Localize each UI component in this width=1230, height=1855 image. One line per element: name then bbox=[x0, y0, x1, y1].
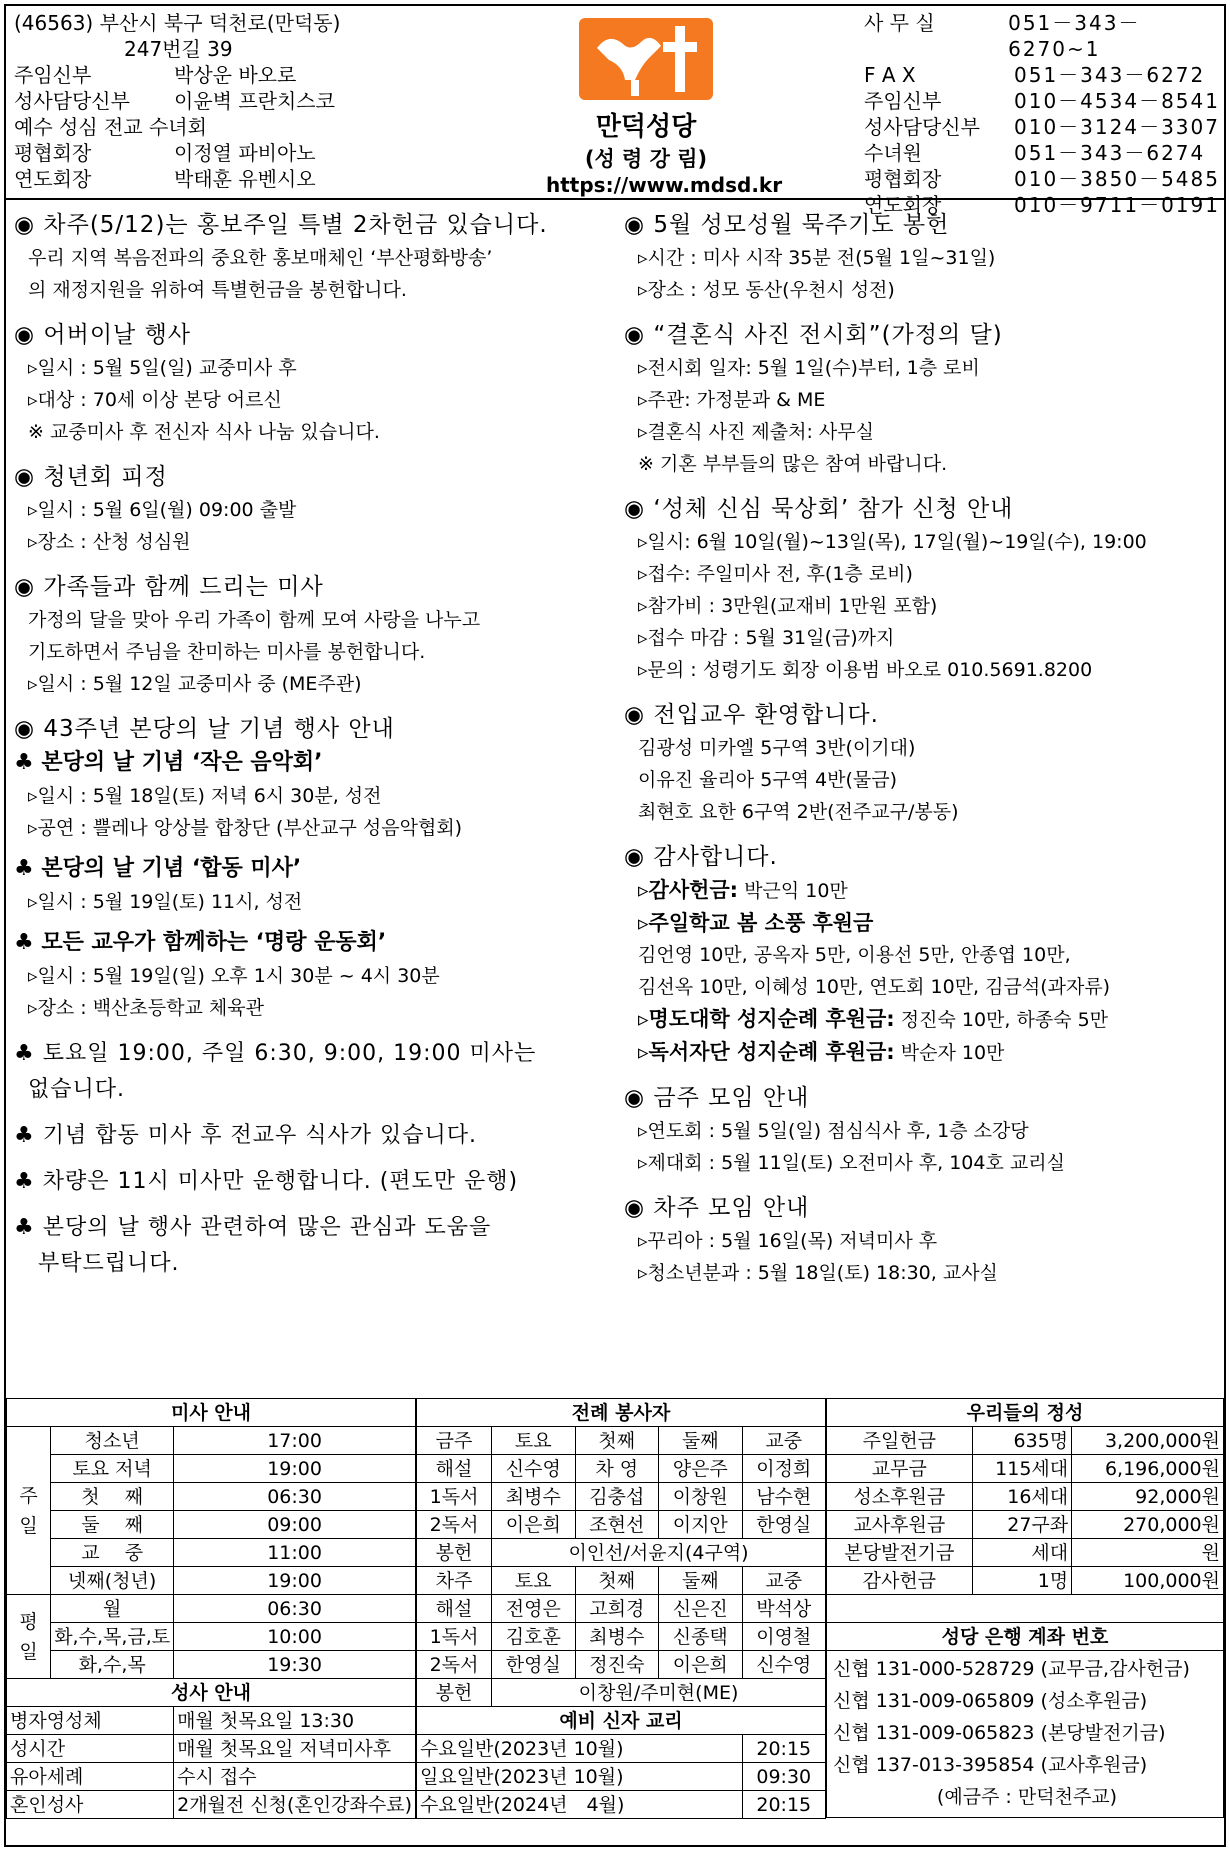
notice-title: ◉ 가족들과 함께 드리는 미사 bbox=[14, 574, 324, 600]
contact-label: 성사담당신부 bbox=[864, 115, 980, 139]
name-cell: 이지안 bbox=[659, 1511, 742, 1539]
table-row bbox=[417, 1567, 826, 1595]
mass-schedule-table bbox=[6, 1398, 416, 1819]
contact-label: 주임신부 bbox=[864, 89, 942, 113]
role-cell: 2독서 bbox=[417, 1511, 492, 1539]
notice-title: ◉ 43주년 본당의 날 기념 행사 안내 bbox=[14, 716, 395, 742]
notice-text: ▹대상 : 70세 이상 본당 어르신 bbox=[28, 389, 282, 411]
anniversary-event-title: ♣ 본당의 날 기념 ‘합동 미사’ bbox=[14, 856, 302, 881]
notice-anniversary bbox=[14, 712, 624, 1282]
offering-count: 1명 bbox=[972, 1567, 1071, 1595]
name-cell: 신은진 bbox=[659, 1595, 742, 1623]
table-row bbox=[827, 1455, 1224, 1483]
name-cell: 고희경 bbox=[575, 1595, 658, 1623]
name-cell: 정진숙 bbox=[575, 1651, 658, 1679]
name-cell: 한영실 bbox=[742, 1511, 826, 1539]
table-row bbox=[7, 1455, 416, 1483]
contact-label: 평협회장 bbox=[864, 167, 942, 191]
name-cell: 신수영 bbox=[492, 1455, 575, 1483]
anniversary-event-title: ♣ 모든 교우가 함께하는 ‘명랑 운동회’ bbox=[14, 930, 387, 955]
bulletin-page bbox=[4, 4, 1226, 1847]
table-row bbox=[827, 1567, 1224, 1595]
table-row bbox=[417, 1623, 826, 1651]
staff-name: 이정열 파비아노 bbox=[174, 141, 316, 165]
contact-value: 010－9711－0191 bbox=[1014, 193, 1220, 217]
table-row bbox=[417, 1735, 826, 1763]
sacrament-info: 매월 첫목요일 13:30 bbox=[174, 1707, 416, 1735]
staff-name: 이윤벽 프란치스코 bbox=[174, 89, 335, 113]
role-cell: 해설 bbox=[417, 1455, 492, 1483]
notice-text: 가정의 달을 맞아 우리 가족이 함께 모여 사랑을 나누고 bbox=[28, 609, 481, 631]
mass-slot: 월 bbox=[51, 1595, 174, 1623]
offering-amount: 원 bbox=[1072, 1539, 1224, 1567]
table-header: 교중 bbox=[742, 1567, 826, 1595]
contact-value: 051－343－6274 bbox=[1014, 141, 1206, 165]
table-row bbox=[7, 1511, 416, 1539]
table-row bbox=[417, 1595, 826, 1623]
name-cell: 박석상 bbox=[742, 1595, 826, 1623]
table-header: 교중 bbox=[742, 1427, 826, 1455]
table-row bbox=[827, 1595, 1224, 1623]
table-row bbox=[827, 1539, 1224, 1567]
mass-time: 11:00 bbox=[174, 1539, 416, 1567]
table-row bbox=[417, 1511, 826, 1539]
offering-type: 교사후원금 bbox=[827, 1511, 973, 1539]
notice-title: ◉ 전입교우 환영합니다. bbox=[624, 702, 879, 728]
thanks-value: 박근익 10만 bbox=[738, 880, 848, 902]
sacrament-name: 유아세례 bbox=[7, 1763, 174, 1791]
staff-role: 평협회장 bbox=[14, 141, 92, 165]
bank-account: 신협 131-000-528729 (교무금,감사헌금) bbox=[833, 1658, 1190, 1680]
notice-title: ◉ 청년회 피정 bbox=[14, 464, 168, 490]
contact-value: 010－3850－5485 bbox=[1014, 167, 1220, 191]
anniversary-note: ♣ 차량은 11시 미사만 운행합니다. (편도만 운행) bbox=[14, 1169, 519, 1194]
name-cell: 이은희 bbox=[659, 1651, 742, 1679]
table-row bbox=[7, 1567, 416, 1595]
parish-subtitle: (성 령 강 림) bbox=[584, 147, 708, 171]
notice-text: ※ 교중미사 후 전신자 식사 나눔 있습니다. bbox=[28, 421, 380, 443]
notice-title: ◉ 차주 모임 안내 bbox=[624, 1195, 810, 1221]
sacrament-info: 매월 첫목요일 저녁미사후 bbox=[174, 1735, 416, 1763]
table-row bbox=[417, 1651, 826, 1679]
anniversary-note: 부탁드립니다. bbox=[38, 1251, 180, 1276]
contact-value: 010－3124－3307 bbox=[1014, 115, 1220, 139]
class-time: 09:30 bbox=[742, 1763, 826, 1791]
notice-text: 우리 지역 복음전파의 중요한 홍보매체인 ‘부산평화방송’ bbox=[28, 247, 493, 269]
contact-value: 010－4534－8541 bbox=[1014, 89, 1220, 113]
notice-text: 김광성 미카엘 5구역 3반(이기대) bbox=[638, 737, 916, 759]
anniversary-note: ♣ 본당의 날 행사 관련하여 많은 관심과 도움을 bbox=[14, 1215, 492, 1240]
notice-text: ▹장소 : 백산초등학교 체육관 bbox=[28, 997, 264, 1019]
notice-text: 김선옥 10만, 이혜성 10만, 연도회 10만, 김금석(과자류) bbox=[638, 976, 1111, 998]
staff-role: 성사담당신부 bbox=[14, 89, 130, 113]
staff-name: 박태훈 유벤시오 bbox=[174, 167, 316, 191]
contact-label: 사 무 실 bbox=[864, 11, 935, 35]
offering-amount: 6,196,000원 bbox=[1072, 1455, 1224, 1483]
role-cell: 1독서 bbox=[417, 1623, 492, 1651]
mass-time: 19:00 bbox=[174, 1567, 416, 1595]
notice-text: ▹제대회 : 5월 11일(토) 오전미사 후, 104호 교리실 bbox=[638, 1152, 1065, 1174]
notice-text: ▹일시 : 5월 19일(일) 오후 1시 30분 ~ 4시 30분 bbox=[28, 965, 440, 987]
notice-text: 기도하면서 주님을 찬미하는 미사를 봉헌합니다. bbox=[28, 641, 426, 663]
notice-family-mass bbox=[14, 570, 624, 700]
sacrament-name: 혼인성사 bbox=[7, 1791, 174, 1819]
mass-slot: 넷째(청년) bbox=[51, 1567, 174, 1595]
notice-text: 김언영 10만, 공옥자 5만, 이용선 5만, 안종엽 10만, bbox=[638, 944, 1071, 966]
sacrament-name: 병자영성체 bbox=[7, 1707, 174, 1735]
staff-role: 연도회장 bbox=[14, 167, 92, 191]
name-cell: 최병수 bbox=[575, 1623, 658, 1651]
thanks-label: ▹감사헌금: bbox=[638, 878, 739, 902]
offering-table bbox=[826, 1398, 1224, 1818]
name-cell: 차 영 bbox=[575, 1455, 658, 1483]
bank-accounts-cell bbox=[827, 1651, 1224, 1818]
notice-text: ▹참가비 : 3만원(교재비 1만원 포함) bbox=[638, 595, 938, 617]
name-cell: 남수현 bbox=[742, 1483, 826, 1511]
notice-next-week-meetings bbox=[624, 1191, 1224, 1289]
table-row bbox=[7, 1539, 416, 1567]
mass-slot: 첫 째 bbox=[51, 1483, 174, 1511]
notice-title: ◉ ‘성체 신심 묵상회’ 참가 신청 안내 bbox=[624, 496, 1014, 522]
table-header: 첫째 bbox=[575, 1567, 658, 1595]
contact-value: 051－343－6270~1 bbox=[1008, 11, 1141, 61]
class-name: 수요일반(2024년 4월) bbox=[417, 1791, 743, 1819]
table-header: 첫째 bbox=[575, 1427, 658, 1455]
offering-count: 27구좌 bbox=[972, 1511, 1071, 1539]
table-row bbox=[417, 1679, 826, 1707]
notice-text: ▹청소년분과 : 5월 18일(토) 18:30, 교사실 bbox=[638, 1262, 998, 1284]
thanks-label: ▹명도대학 성지순례 후원금: bbox=[638, 1007, 895, 1031]
table-row bbox=[7, 1595, 416, 1623]
role-cell: 봉헌 bbox=[417, 1539, 492, 1567]
sacrament-name: 성시간 bbox=[7, 1735, 174, 1763]
notice-text: ▹결혼식 사진 제출처: 사무실 bbox=[638, 421, 874, 443]
name-cell: 이정희 bbox=[742, 1455, 826, 1483]
notice-title: ◉ “결혼식 사진 전시회”(가정의 달) bbox=[624, 322, 1003, 348]
liturgy-volunteers-table bbox=[416, 1398, 826, 1819]
table-header: 차주 bbox=[417, 1567, 492, 1595]
anniversary-event-title: ♣ 본당의 날 기념 ‘작은 음악회’ bbox=[14, 750, 323, 775]
dove-cross-logo-icon bbox=[579, 18, 713, 100]
name-cell: 김충섭 bbox=[575, 1483, 658, 1511]
notice-text: ▹일시: 6월 10일(월)~13일(목), 17일(월)~19일(수), 19:00 bbox=[638, 531, 1147, 553]
sacrament-info: 2개월전 신청(혼인강좌수료) bbox=[174, 1791, 416, 1819]
role-cell: 봉헌 bbox=[417, 1679, 492, 1707]
header-contacts bbox=[864, 10, 1224, 218]
table-title: 전례 봉사자 bbox=[417, 1399, 826, 1427]
mass-time: 10:00 bbox=[174, 1623, 416, 1651]
notice-text: ▹연도회 : 5월 5일(일) 점심식사 후, 1층 소강당 bbox=[638, 1120, 1029, 1142]
table-row bbox=[417, 1791, 826, 1819]
offering-type: 주일헌금 bbox=[827, 1427, 973, 1455]
thanks-label: ▹주일학교 봄 소풍 후원금 bbox=[638, 911, 874, 935]
role-cell: 1독서 bbox=[417, 1483, 492, 1511]
notice-title: ◉ 차주(5/12)는 홍보주일 특별 2차헌금 있습니다. bbox=[14, 212, 548, 238]
notice-new-members bbox=[624, 698, 1224, 828]
mass-slot: 화,수,목 bbox=[51, 1651, 174, 1679]
thanks-value: 박순자 10만 bbox=[894, 1042, 1005, 1064]
name-cell: 최병수 bbox=[492, 1483, 575, 1511]
table-row bbox=[7, 1483, 416, 1511]
offering-type: 교무금 bbox=[827, 1455, 973, 1483]
table-header: 토요 bbox=[492, 1567, 575, 1595]
right-column bbox=[624, 202, 1224, 1295]
mass-slot: 둘 째 bbox=[51, 1511, 174, 1539]
table-title: 미사 안내 bbox=[7, 1399, 416, 1427]
name-cell: 이창원/주미현(ME) bbox=[492, 1679, 826, 1707]
offering-type: 본당발전기금 bbox=[827, 1539, 973, 1567]
mass-time: 17:00 bbox=[174, 1427, 416, 1455]
sunday-label: 주 bbox=[19, 1484, 38, 1507]
contact-label: F A X bbox=[864, 63, 916, 87]
bank-account: 신협 131-009-065823 (본당발전기금) bbox=[833, 1722, 1166, 1744]
empty-cell bbox=[827, 1595, 1224, 1623]
anniversary-note: 없습니다. bbox=[28, 1077, 126, 1102]
notice-text: 최현호 요한 6구역 2반(전주교구/봉동) bbox=[638, 801, 959, 823]
name-cell: 양은주 bbox=[659, 1455, 742, 1483]
table-title: 우리들의 정성 bbox=[827, 1399, 1224, 1427]
offering-type: 성소후원금 bbox=[827, 1483, 973, 1511]
notice-text: ▹문의 : 성령기도 회장 이용범 바오로 010.5691.8200 bbox=[638, 659, 1093, 681]
thanks-label: ▹독서자단 성지순례 후원금: bbox=[638, 1040, 895, 1064]
notice-parents-day bbox=[14, 318, 624, 448]
table-row bbox=[417, 1483, 826, 1511]
name-cell: 이창원 bbox=[659, 1483, 742, 1511]
offering-amount: 92,000원 bbox=[1072, 1483, 1224, 1511]
sunday-label: 일 bbox=[19, 1514, 38, 1537]
notice-text: ▹일시 : 5월 6일(월) 09:00 출발 bbox=[28, 499, 297, 521]
mass-slot: 화,수,목,금,토 bbox=[51, 1623, 174, 1651]
table-row bbox=[7, 1427, 416, 1455]
table-header: 토요 bbox=[492, 1427, 575, 1455]
thanks-value: 정진숙 10만, 하종숙 5만 bbox=[894, 1009, 1109, 1031]
anniversary-note: ♣ 기념 합동 미사 후 전교우 식사가 있습니다. bbox=[14, 1123, 477, 1148]
class-name: 수요일반(2023년 10월) bbox=[417, 1735, 743, 1763]
table-title: 성당 은행 계좌 번호 bbox=[827, 1623, 1224, 1651]
class-time: 20:15 bbox=[742, 1735, 826, 1763]
notice-text: ▹일시 : 5월 5일(일) 교중미사 후 bbox=[28, 357, 297, 379]
notice-text: ▹장소 : 산청 성심원 bbox=[28, 531, 191, 553]
bank-account: 신협 131-009-065809 (성소후원금) bbox=[833, 1690, 1148, 1712]
offering-count: 635명 bbox=[972, 1427, 1071, 1455]
header bbox=[6, 6, 1224, 217]
notice-title: ◉ 금주 모임 안내 bbox=[624, 1085, 810, 1111]
notice-rosary bbox=[624, 208, 1224, 306]
table-title: 성사 안내 bbox=[7, 1679, 416, 1707]
name-cell: 김호훈 bbox=[492, 1623, 575, 1651]
table-header: 금주 bbox=[417, 1427, 492, 1455]
name-cell: 전영은 bbox=[492, 1595, 575, 1623]
contact-label: 수녀원 bbox=[864, 141, 922, 165]
notice-text: ▹시간 : 미사 시작 35분 전(5월 1일~31일) bbox=[638, 247, 996, 269]
offering-count: 16세대 bbox=[972, 1483, 1071, 1511]
offering-count: 세대 bbox=[972, 1539, 1071, 1567]
bank-account: 신협 137-013-395854 (교사후원금) bbox=[833, 1754, 1148, 1776]
offering-amount: 270,000원 bbox=[1072, 1511, 1224, 1539]
mass-time: 06:30 bbox=[174, 1595, 416, 1623]
table-row bbox=[417, 1455, 826, 1483]
mass-slot: 교 중 bbox=[51, 1539, 174, 1567]
notice-this-week-meetings bbox=[624, 1081, 1224, 1179]
notice-text: ※ 기혼 부부들의 많은 참여 바랍니다. bbox=[638, 453, 948, 475]
offering-count: 115세대 bbox=[972, 1455, 1071, 1483]
parish-logo-block bbox=[546, 18, 783, 197]
offering-type: 감사헌금 bbox=[827, 1567, 973, 1595]
name-cell: 이은희 bbox=[492, 1511, 575, 1539]
name-cell: 조현선 bbox=[575, 1511, 658, 1539]
table-row bbox=[7, 1735, 416, 1763]
table-row bbox=[417, 1763, 826, 1791]
weekday-label: 평 bbox=[19, 1610, 38, 1633]
contact-label: 연도회장 bbox=[864, 193, 942, 217]
mass-slot: 토요 저녁 bbox=[51, 1455, 174, 1483]
notice-title: ◉ 어버이날 행사 bbox=[14, 322, 191, 348]
table-row bbox=[7, 1707, 416, 1735]
table-header: 둘째 bbox=[659, 1567, 742, 1595]
left-column bbox=[14, 202, 624, 1288]
table-row bbox=[417, 1539, 826, 1567]
table-header: 둘째 bbox=[659, 1427, 742, 1455]
notice-text: ▹일시 : 5월 12일 교중미사 중 (ME주관) bbox=[28, 673, 362, 695]
table-row bbox=[827, 1427, 1224, 1455]
notice-title: ◉ 5월 성모성월 묵주기도 봉헌 bbox=[624, 212, 950, 238]
notice-thanks bbox=[624, 840, 1224, 1069]
notice-text: ▹꾸리아 : 5월 16일(목) 저녁미사 후 bbox=[638, 1230, 938, 1252]
mass-time: 09:00 bbox=[174, 1511, 416, 1539]
notice-text: 이유진 율리아 5구역 4반(물금) bbox=[638, 769, 898, 791]
name-cell: 한영실 bbox=[492, 1651, 575, 1679]
role-cell: 2독서 bbox=[417, 1651, 492, 1679]
notice-text: 의 재정지원을 위하여 특별헌금을 봉헌합니다. bbox=[28, 279, 407, 301]
class-name: 일요일반(2023년 10월) bbox=[417, 1763, 743, 1791]
weekday-label: 일 bbox=[19, 1640, 38, 1663]
notice-text: ▹장소 : 성모 동산(우천시 성전) bbox=[638, 279, 895, 301]
table-row bbox=[7, 1791, 416, 1819]
anniversary-note: ♣ 토요일 19:00, 주일 6:30, 9:00, 19:00 미사는 bbox=[14, 1041, 537, 1066]
header-left bbox=[14, 10, 534, 192]
staff-role: 예수 성심 전교 수녀회 bbox=[14, 115, 207, 139]
table-row bbox=[7, 1651, 416, 1679]
mass-time: 06:30 bbox=[174, 1483, 416, 1511]
name-cell: 이영철 bbox=[742, 1623, 826, 1651]
notice-youth-retreat bbox=[14, 460, 624, 558]
mass-time: 19:00 bbox=[174, 1455, 416, 1483]
name-cell: 신종택 bbox=[659, 1623, 742, 1651]
notice-text: ▹일시 : 5월 19일(토) 11시, 성전 bbox=[28, 891, 303, 913]
mass-slot: 청소년 bbox=[51, 1427, 174, 1455]
notice-wedding-photos bbox=[624, 318, 1224, 480]
staff-name: 박상운 바오로 bbox=[174, 63, 297, 87]
notice-eucharist-retreat bbox=[624, 492, 1224, 686]
table-title: 예비 신자 교리 bbox=[417, 1707, 826, 1735]
account-holder: (예금주 : 만덕천주교) bbox=[936, 1786, 1118, 1808]
mass-time: 19:30 bbox=[174, 1651, 416, 1679]
address-line-1: (46563) 부산시 북구 덕천로(만덕동) bbox=[14, 11, 341, 35]
role-cell: 해설 bbox=[417, 1595, 492, 1623]
offering-amount: 100,000원 bbox=[1072, 1567, 1224, 1595]
notice-text: ▹접수: 주일미사 전, 후(1층 로비) bbox=[638, 563, 913, 585]
address-line-2: 247번길 39 bbox=[124, 37, 233, 61]
table-row bbox=[7, 1763, 416, 1791]
sacrament-info: 수시 접수 bbox=[174, 1763, 416, 1791]
table-row bbox=[827, 1483, 1224, 1511]
notice-title: ◉ 감사합니다. bbox=[624, 844, 778, 870]
contact-value: 051－343－6272 bbox=[1014, 63, 1206, 87]
name-cell: 이인선/서윤지(4구역) bbox=[492, 1539, 826, 1567]
offering-amount: 3,200,000원 bbox=[1072, 1427, 1224, 1455]
notice-text: ▹접수 마감 : 5월 31일(금)까지 bbox=[638, 627, 895, 649]
class-time: 20:15 bbox=[742, 1791, 826, 1819]
notice-text: ▹주관: 가정분과 & ME bbox=[638, 389, 826, 411]
notice-text: ▹전시회 일자: 5월 1일(수)부터, 1층 로비 bbox=[638, 357, 980, 379]
name-cell: 신수영 bbox=[742, 1651, 826, 1679]
table-row bbox=[7, 1623, 416, 1651]
notice-text: ▹일시 : 5월 18일(토) 저녁 6시 30분, 성전 bbox=[28, 785, 382, 807]
parish-name: 만덕성당 bbox=[595, 112, 697, 142]
staff-role: 주임신부 bbox=[14, 63, 92, 87]
parish-url[interactable]: https://www.mdsd.kr bbox=[546, 173, 783, 197]
table-row bbox=[417, 1427, 826, 1455]
table-row bbox=[827, 1511, 1224, 1539]
notice-text: ▹공연 : 쁠레나 앙상블 합창단 (부산교구 성음악협회) bbox=[28, 817, 463, 839]
notice-special-collection bbox=[14, 208, 624, 306]
